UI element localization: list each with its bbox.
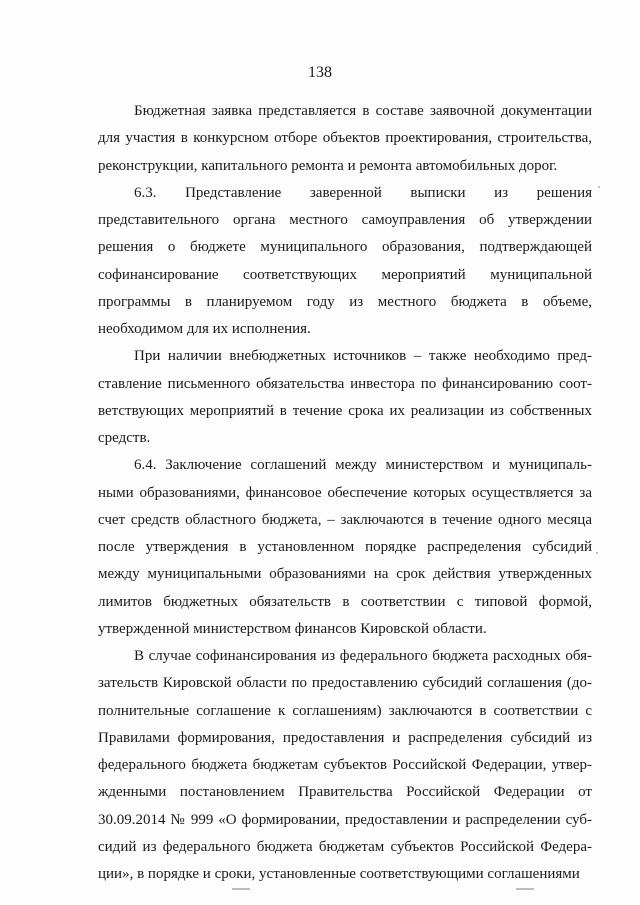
scan-artifact-right — [516, 888, 534, 890]
paragraph-6-4: 6.4. Заключение соглашений между министерством и муниципальными образованиями, финансовое обеспечение которых осуществляется за счет средств областного бюджета, – заключаются в течение одного месяца после утверждения в установленном порядке распределения субсидий между муниципальными образованиями на срок действия утвержденных лимитов бюджетных обязательств в соответствии с типовой формой, утвержденной министерством финансов Кировской области. — [98, 457, 592, 637]
paragraph-extrabudgetary-sources: При наличии внебюджетных источников – также необходимо представление письменного обязательства инвестора по финансированию соответствующих мероприятий в течение срока их реализации из собственных средств. — [98, 348, 592, 446]
document-body — [98, 98, 592, 888]
scan-speck — [598, 186, 600, 188]
scan-artifact-left — [232, 888, 250, 890]
paragraph-6-3: 6.3. Представление заверенной выписки из решения представительного органа местного самоуправления об утверждении решения о бюджете муниципального образования, подтверждающей софинансирование соответствующих мероприятий муниципальной программы в планируемом году из местного бюджета в объеме, необходимом для их исполнения. — [98, 184, 592, 337]
paragraph-federal-cofinancing: В случае софинансирования из федерального бюджета расходных обязательств Кировской области по предоставлению субсидий соглашения (дополнительные соглашение к соглашениям) заключаются в соответствии с Правилами формирования, предоставления и распределения субсидий из федерального бюджета бюджетам субъектов Российской Федерации, утвержденными постановлением Правительства Российской Федерации от 30.09.2014 № 999 «О формировании, предоставлении и распределении субсидий из федерального бюджета бюджетам субъектов Российской Федерации», в порядке и сроки, установленные соответствующими соглашениями — [98, 648, 592, 882]
page-number: 138 — [308, 64, 332, 81]
scan-speck — [596, 552, 598, 554]
paragraph-budget-request: Бюджетная заявка представляется в составе заявочной документации для участия в конкурсном отборе объектов проектирования, строительства, реконструкции, капитального ремонта и ремонта автомобильных дорог. — [98, 103, 592, 174]
